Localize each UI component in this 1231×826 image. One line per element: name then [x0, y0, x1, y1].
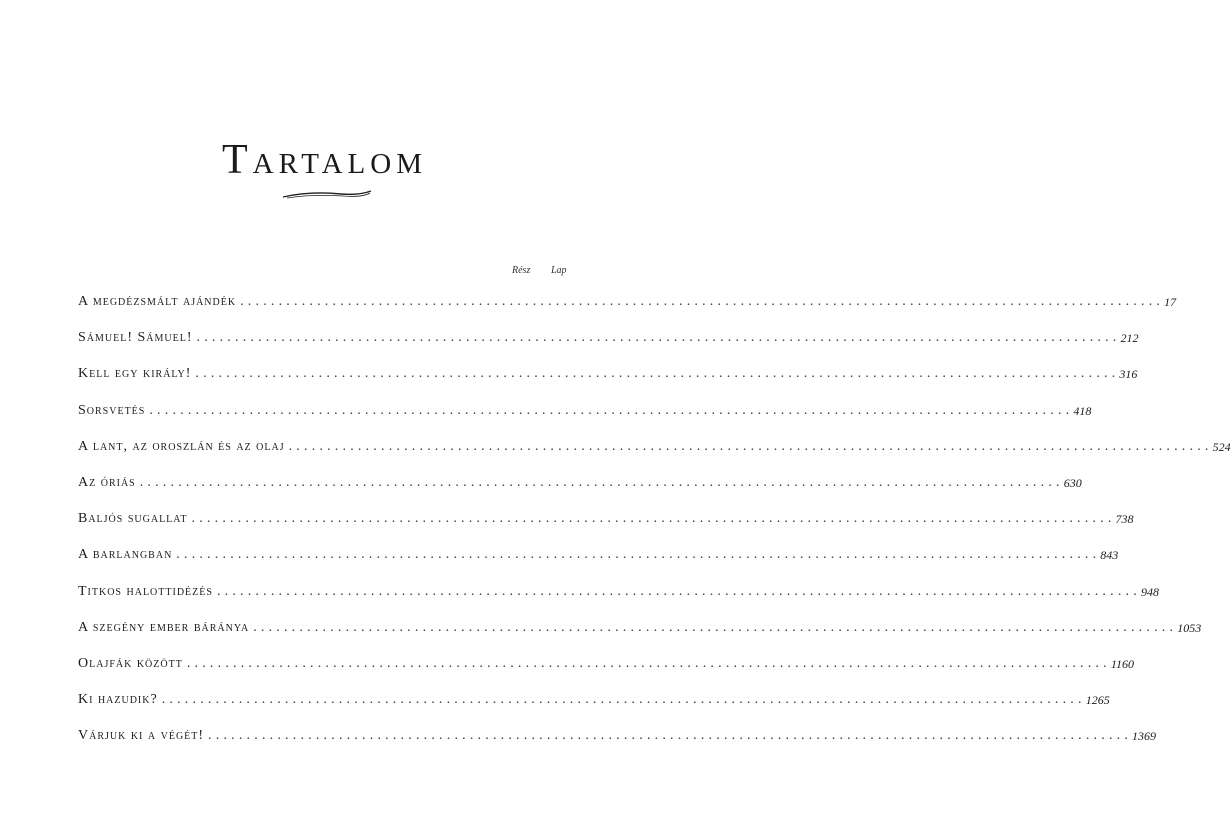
table-of-contents	[78, 292, 1231, 762]
dot-leader: ........................................................................................................................	[216, 583, 1141, 599]
dot-leader: ........................................................................................................................	[208, 728, 1133, 744]
toc-entry-title: Sorsvetés	[78, 401, 149, 421]
toc-entry[interactable]	[78, 509, 1134, 545]
toc-entry-page: 65	[1097, 693, 1110, 708]
toc-entry-part: 2	[1120, 331, 1127, 346]
toc-entry-title: Kell egy király!	[78, 364, 195, 384]
toc-entry[interactable]	[78, 545, 1119, 581]
dot-leader: ........................................................................................................................	[253, 619, 1178, 635]
toc-entry-title: Sámuel! Sámuel!	[78, 328, 197, 348]
dot-leader: ........................................................................................................................	[288, 438, 1213, 454]
toc-entry-title: A barlangban	[78, 545, 176, 565]
dot-leader: ........................................................................................................................	[195, 366, 1120, 382]
column-header-part: Rész	[512, 265, 531, 276]
toc-entry-page: 43	[1106, 548, 1119, 563]
toc-entry-part: 1	[1164, 295, 1171, 309]
toc-entry-page: 30	[1069, 475, 1082, 490]
toc-entry[interactable]	[78, 364, 1138, 400]
toc-entry-page: 12	[1126, 331, 1139, 346]
toc-entry-page: 24	[1218, 439, 1231, 454]
toc-entry[interactable]	[78, 690, 1110, 726]
page-title: Tartalom	[222, 137, 427, 183]
toc-entry-title: A megdézsmált ajándék	[78, 292, 240, 312]
ornament-flourish	[281, 188, 373, 202]
dot-leader: ........................................................................................................................	[139, 474, 1064, 490]
toc-entry-page: 53	[1189, 620, 1202, 635]
dot-leader: ........................................................................................................................	[161, 692, 1086, 708]
toc-entry-page: 18	[1079, 403, 1092, 418]
toc-entry-title: Titkos halottidézés	[78, 582, 217, 602]
dot-leader: ........................................................................................................................	[196, 330, 1121, 346]
toc-entry[interactable]	[78, 292, 1177, 328]
toc-entry[interactable]	[78, 401, 1092, 437]
toc-entry-page: 60	[1121, 656, 1134, 671]
column-header-page: Lap	[551, 265, 567, 276]
toc-entry-part: 13	[1132, 729, 1145, 744]
toc-entry[interactable]	[78, 328, 1139, 364]
toc-entry[interactable]	[78, 582, 1159, 618]
toc-entry[interactable]	[78, 654, 1134, 690]
toc-entry-part: 11	[1110, 656, 1122, 671]
dot-leader: ........................................................................................................................	[176, 547, 1101, 563]
toc-entry-title: Baljós sugallat	[78, 509, 192, 529]
dot-leader: ........................................................................................................................	[240, 294, 1165, 309]
toc-entry-page: 69	[1144, 729, 1157, 744]
toc-entry-page: 38	[1121, 512, 1134, 527]
toc-entry[interactable]	[78, 437, 1231, 473]
toc-entry-title: Ki hazudik?	[78, 690, 162, 710]
toc-entry-part: 10	[1177, 620, 1190, 635]
toc-entry-part: 5	[1212, 439, 1219, 454]
dot-leader: ........................................................................................................................	[191, 511, 1116, 527]
toc-entry-title: Olajfák között	[78, 654, 187, 674]
toc-entry-title: A lant, az oroszlán és az olaj	[78, 437, 289, 457]
toc-entry[interactable]	[78, 618, 1202, 654]
toc-entry-page: 48	[1146, 584, 1159, 599]
toc-entry-part: 6	[1063, 475, 1070, 490]
toc-entry-page: 16	[1125, 367, 1138, 382]
toc-entry-page: 7	[1170, 295, 1177, 309]
toc-entry-title: Várjuk ki a végét!	[78, 726, 208, 746]
toc-entry-part: 4	[1073, 403, 1080, 418]
toc-entry-part: 7	[1115, 512, 1122, 527]
toc-entry-part: 3	[1119, 367, 1126, 382]
toc-entry[interactable]	[78, 473, 1082, 509]
toc-entry-part: 8	[1100, 548, 1107, 563]
toc-entry-part: 9	[1140, 584, 1147, 599]
toc-entry-title: A szegény ember báránya	[78, 618, 253, 638]
dot-leader: ........................................................................................................................	[149, 402, 1074, 418]
toc-entry[interactable]	[78, 726, 1157, 762]
toc-entry-part: 12	[1085, 693, 1098, 708]
toc-entry-title: Az óriás	[78, 473, 140, 493]
dot-leader: ........................................................................................................................	[186, 655, 1111, 671]
